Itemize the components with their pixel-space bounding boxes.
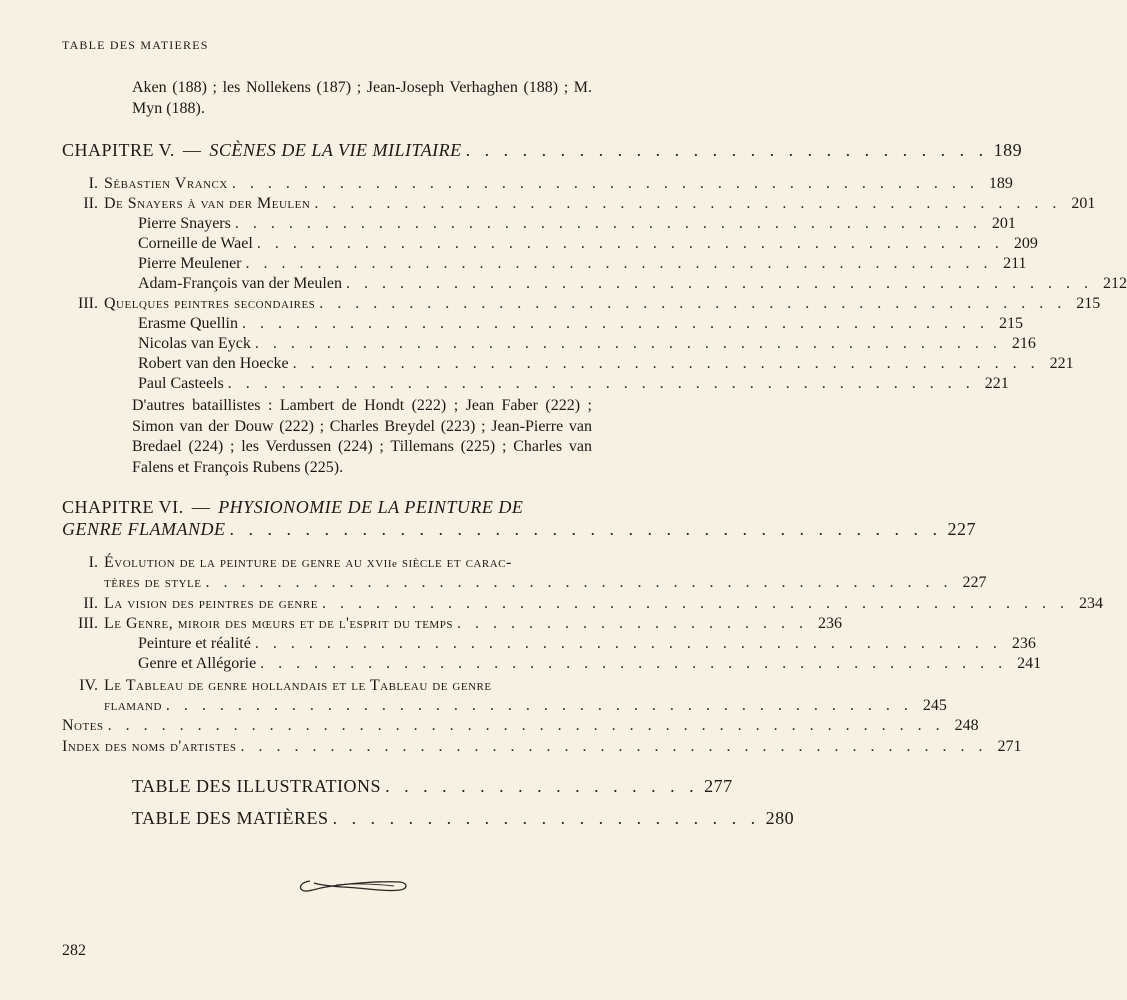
entry-page: 212: [1102, 275, 1127, 292]
chapter-5-label: CHAPITRE V.: [62, 140, 175, 160]
toc-entry[interactable]: [62, 594, 1103, 614]
toc-entry[interactable]: [62, 314, 1023, 334]
flourish-ornament-icon: [296, 873, 412, 897]
entry-label: Évolution de la peinture de genre au xvii: [104, 554, 393, 571]
section-number: I.: [88, 175, 98, 192]
section-number: II.: [83, 595, 98, 612]
leader-dots: . . . . . . . . . . . . . . . . . . . . . . . . . . . . . . . . . . . . . . . . . .: [256, 235, 1004, 252]
entry-label: Nicolas van Eyck: [138, 335, 251, 352]
leader-dots: . . . . . . . . . . . . . . . . . . . . . . . . . . . . . . . . . . . . . . . . . .: [245, 255, 993, 272]
leader-dots: . . . . . . . . . . . . . . . . . . . . . . . . . . . . . . . . . . . . . . . . . .: [260, 655, 1008, 672]
leader-dots: . . . . . . . . . . . . . . . . . . . . . . . . . . . . . . . . . . . . . . . . . .: [241, 315, 989, 332]
toc-entry[interactable]: [62, 214, 1016, 234]
chapter-6-heading[interactable]: [62, 497, 643, 517]
leader-dots: . . . . . . . . . . . . . . . . . . . . . . . . . . . . . . . . . . . . . . . . . .: [345, 275, 1093, 292]
toc-entry[interactable]: [62, 676, 643, 696]
toc-entry[interactable]: [62, 716, 979, 736]
leader-dots: . . . . . . . . . . . . . . . . . . . . . . . . . . . . . . . . . . . . . . . . . .: [205, 574, 953, 591]
leader-dots: . . . . . . . . . . . . . . . . . . . . . . . . . . . . . . . . . . . . . . . . . .: [254, 635, 1002, 652]
toc-entry[interactable]: [62, 654, 1042, 674]
section-number: IV.: [79, 677, 98, 694]
leader-dots: . . . . . . . . . . . . . . . . . . . . . . . . . . . . . . . . . . . . . . . . . .: [234, 215, 982, 232]
leader-dots: . . . . . . . . . . . . . . . . . . . . . . . . . . . . . . . . . . . . . . . . . .: [254, 335, 1002, 352]
chapter-6-label: CHAPITRE VI.: [62, 497, 184, 517]
leader-dots: . . . . . . . . . . . . . . . . . . . . . . . . . . . . . . . . . . . . . . . . . .: [240, 738, 988, 755]
entry-page: 189: [988, 175, 1013, 192]
entry-label: Pierre Meulener: [138, 255, 242, 272]
entry-page: 234: [1078, 595, 1103, 612]
entry-page: 211: [1003, 255, 1027, 272]
entry-label: Genre et Allégorie: [138, 655, 257, 672]
entry-label: Notes: [62, 717, 104, 734]
leader-dots: . . . . . . . . . . . . . . . . .: [385, 776, 699, 796]
leader-dots: . . . . . . . . . . . . . . . . . . . . . . . . . . . . . . . . . . . . . . . . . .: [314, 195, 1062, 212]
entry-label: La vision des peintres de genre: [104, 595, 318, 612]
chapter-6-title-line2: GENRE FLAMANDE: [62, 519, 226, 539]
leader-dots: . . . . . . . . . . . . . . . . . . . . . . . . . . . . . . . . . . . . . .: [229, 519, 942, 539]
entry-label-end: siècle et carac-: [401, 554, 512, 571]
superscript: e: [392, 558, 397, 570]
entry-page: 227: [962, 574, 987, 591]
toc-entry[interactable]: [62, 234, 1038, 254]
toc-entry[interactable]: [62, 274, 1127, 294]
leader-dots: . . . . . . . . . . . . . . . . . . . . . . . . . . . . . . . . . . . . . . . . . .: [321, 595, 1069, 612]
entry-label: Paul Casteels: [138, 375, 224, 392]
toc-entry[interactable]: [62, 553, 643, 573]
entry-page: 221: [984, 375, 1009, 392]
entry-label: De Snayers à van der Meulen: [104, 195, 311, 212]
entry-label: Corneille de Wael: [138, 235, 253, 252]
chapter-6-dash: —: [191, 497, 211, 517]
entry-page: 215: [998, 315, 1023, 332]
toc-entry-cont[interactable]: [62, 696, 947, 716]
battle-painters-paragraph: D'autres bataillistes : Lambert de Hondt (222) ; Jean Faber (222) ; Simon van der Douw (222) ; Charles Breydel (223) ; Jean-Pierre van Bredael (224) ; les Verdussen (224) ; Tillemans (225) ; Charles van Falens et François Rubens (225).: [132, 397, 592, 476]
table-entry-illustrations[interactable]: [132, 776, 733, 796]
leader-dots: . . . . . . . . . . . . . . . . . . . . . . . . . . . . . . . . . . . . . . . . . .: [292, 355, 1040, 372]
running-head: TABLE DES MATIERES: [62, 38, 209, 52]
chapter-6-page: 227: [947, 519, 976, 539]
toc-entry[interactable]: [62, 354, 1074, 374]
chapter-6-title-line1: PHYSIONOMIE DE LA PEINTURE DE: [218, 497, 524, 517]
entry-page: 201: [991, 215, 1016, 232]
chapter-5-title: SCÈNES DE LA VIE MILITAIRE: [209, 140, 462, 160]
toc-entry[interactable]: [62, 194, 1096, 214]
entry-page: 215: [1076, 295, 1101, 312]
entry-page: 236: [817, 615, 842, 632]
toc-entry[interactable]: [62, 334, 1036, 354]
entry-label: Peinture et réalité: [138, 635, 251, 652]
chapter-5-page: 189: [993, 140, 1023, 160]
chapter-6-heading-cont[interactable]: [62, 519, 976, 539]
toc-entry-cont[interactable]: [62, 573, 987, 593]
leader-dots: . . . . . . . . . . . . . . . . . . . . . . .: [332, 808, 761, 828]
entry-page: 280: [765, 808, 795, 828]
leader-dots: . . . . . . . . . . . . . . . . . . . . . . . . . . . . . . . . . . . . . . . . . .: [227, 375, 975, 392]
entry-label: Pierre Snayers: [138, 215, 231, 232]
leader-dots: . . . . . . . . . . . . . . . . . . . . . . . . . . . . . . . . . . . . . . . . . .: [231, 175, 979, 192]
toc-entry[interactable]: [62, 294, 1101, 314]
entry-page: 216: [1011, 335, 1036, 352]
toc-entry[interactable]: [62, 254, 1027, 274]
leader-dots: . . . . . . . . . . . . . . . . . . . . . . . . . . . . . . . . . . . . . . . . . . . . . . .: [107, 717, 945, 734]
toc-entry[interactable]: [62, 174, 1013, 194]
entry-page: 277: [704, 776, 733, 796]
leader-dots: . . . . . . . . . . . . . . . . . . . .: [456, 615, 808, 632]
entry-label: Robert van den Hoecke: [138, 355, 289, 372]
entry-page: 201: [1071, 195, 1096, 212]
entry-page: 248: [954, 717, 979, 734]
entry-label: Le Genre, miroir des mœurs et de l'esprit du temps: [104, 615, 453, 632]
entry-page: 245: [922, 697, 947, 714]
leader-dots: . . . . . . . . . . . . . . . . . . . . . . . . . . . . . . . . . . . . . . . . . .: [319, 295, 1067, 312]
entry-page: 209: [1013, 235, 1038, 252]
toc-entry[interactable]: [62, 374, 1009, 394]
entry-page: 236: [1011, 635, 1036, 652]
entry-label: Adam-François van der Meulen: [138, 275, 342, 292]
section-number: III.: [78, 295, 98, 312]
entry-label: TABLE DES MATIÈRES: [132, 808, 329, 828]
table-entry-matieres[interactable]: [132, 808, 795, 828]
toc-entry[interactable]: [62, 634, 1036, 654]
section-number: I.: [88, 554, 98, 571]
section-number: III.: [78, 615, 98, 632]
page-number: 282: [62, 942, 86, 959]
entry-label: Index des noms d'artistes: [62, 738, 237, 755]
entry-label: Le Tableau de genre hollandais et le Tableau de genre: [104, 677, 492, 694]
entry-label: Sébastien Vrancx: [104, 175, 228, 192]
toc-entry[interactable]: [62, 614, 842, 634]
entry-label: Quelques peintres secondaires: [104, 295, 316, 312]
leader-dots: . . . . . . . . . . . . . . . . . . . . . . . . . . . . . . . . . . . . . . . . . .: [165, 697, 913, 714]
toc-entry[interactable]: [62, 737, 1022, 757]
chapter-5-dash: —: [182, 140, 202, 160]
entry-label: Erasme Quellin: [138, 315, 238, 332]
section-number: II.: [83, 195, 98, 212]
entry-label: flamand: [104, 697, 162, 714]
chapter-5-heading[interactable]: [62, 140, 1023, 160]
entry-page: 241: [1017, 655, 1042, 672]
entry-label: TABLE DES ILLUSTRATIONS: [132, 776, 382, 796]
entry-page: 271: [997, 738, 1022, 755]
leader-dots: . . . . . . . . . . . . . . . . . . . . . . . . . . . .: [465, 140, 989, 160]
intro-paragraph: Aken (188) ; les Nollekens (187) ; Jean-Joseph Verhaghen (188) ; M. Myn (188).: [132, 79, 592, 117]
entry-label: tères de style: [104, 574, 202, 591]
entry-page: 221: [1049, 355, 1074, 372]
